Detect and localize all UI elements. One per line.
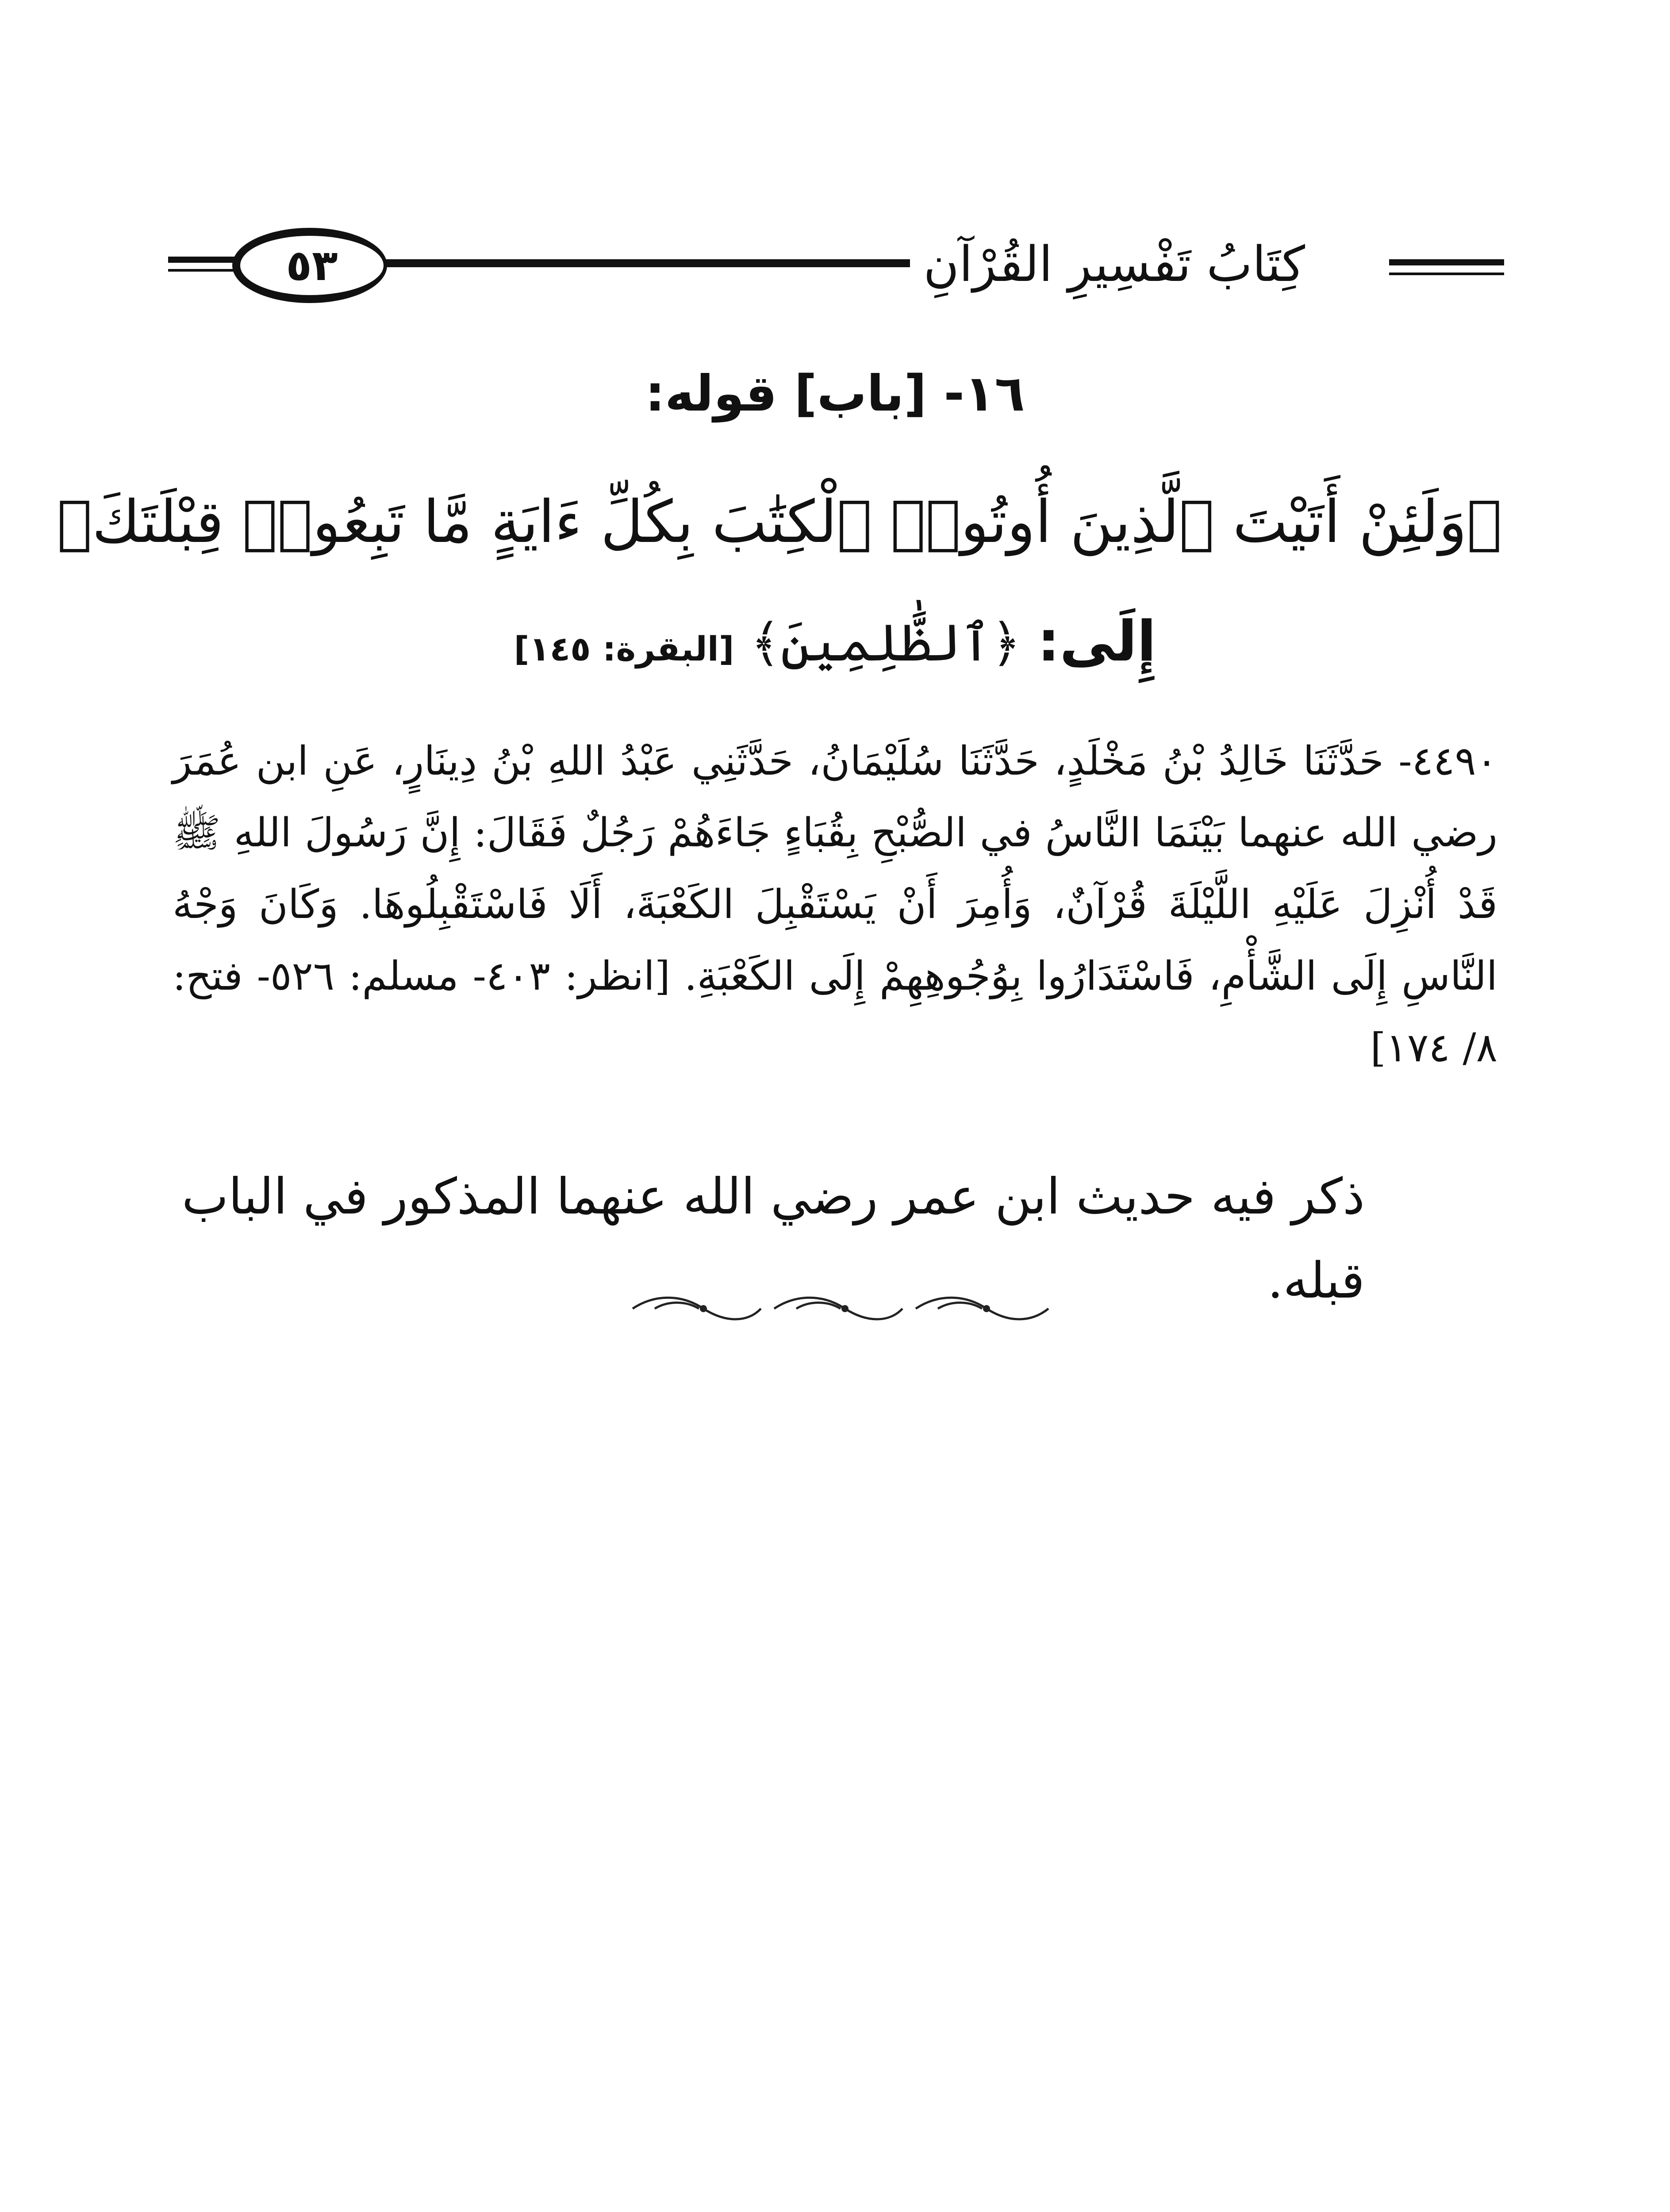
ornament-divider	[619, 1292, 1062, 1323]
chapter-heading: ١٦- [باب] قوله:	[645, 365, 1025, 422]
page-number-badge	[232, 228, 387, 303]
header-rule-left-thin	[168, 269, 243, 272]
commentary-text: ذكر فيه حديث ابن عمر رضي الله عنهما المذكور في الباب قبله.	[181, 1168, 1365, 1310]
header-rule-left	[168, 257, 243, 263]
verse-until-word: ﴿ٱلظَّٰلِمِينَ﴾	[750, 613, 1021, 673]
header-rule-right-thin	[1389, 273, 1504, 275]
verse-reference: [البقرة: ١٤٥]	[514, 629, 734, 668]
verse-text: ﴿وَلَئِنْ أَتَيْتَ ٱلَّذِينَ أُوتُوا۟ ٱلْكِتَٰبَ بِكُلِّ ءَايَةٍ مَّا تَبِعُوا۟ قِبْلَتَكَ﴾	[57, 488, 1502, 556]
verse-continuation	[168, 602, 1502, 689]
running-header	[168, 221, 1504, 319]
book-title: كِتَابُ تَفْسِيرِ القُرْآنِ	[910, 231, 1318, 297]
verse-until-label: إِلَى:	[1037, 609, 1156, 674]
header-rule-right	[1389, 259, 1504, 265]
hadith-text: ٤٤٩٠- حَدَّثَنَا خَالِدُ بْنُ مَخْلَدٍ، حَدَّثَنَا سُلَيْمَانُ، حَدَّثَنِي عَبْدُ اللهِ بْنُ دِينَارٍ، عَنِ ابن عُمَرَ رضي الله عنهما بَيْنَمَا النَّاسُ في الصُّبْحِ بِقُبَاءٍ جَاءَهُمْ رَجُلٌ فَقَالَ: إِنَّ رَسُولَ اللهِ ﷺ قَدْ أُنْزِلَ عَلَيْهِ اللَّيْلَةَ قُرْآنٌ، وَأُمِرَ أَنْ يَسْتَقْبِلَ الكَعْبَةَ، أَلَا فَاسْتَقْبِلُوهَا. وَكَانَ وَجْهُ النَّاسِ إِلَى الشَّأْمِ، فَاسْتَدَارُوا بِوُجُوهِهِمْ إِلَى الكَعْبَةِ. [انظر: ٤٠٣- مسلم: ٥٢٦- فتح: ٨/ ١٧٤]	[173, 738, 1497, 1071]
page-number: ٥٣	[286, 241, 338, 290]
